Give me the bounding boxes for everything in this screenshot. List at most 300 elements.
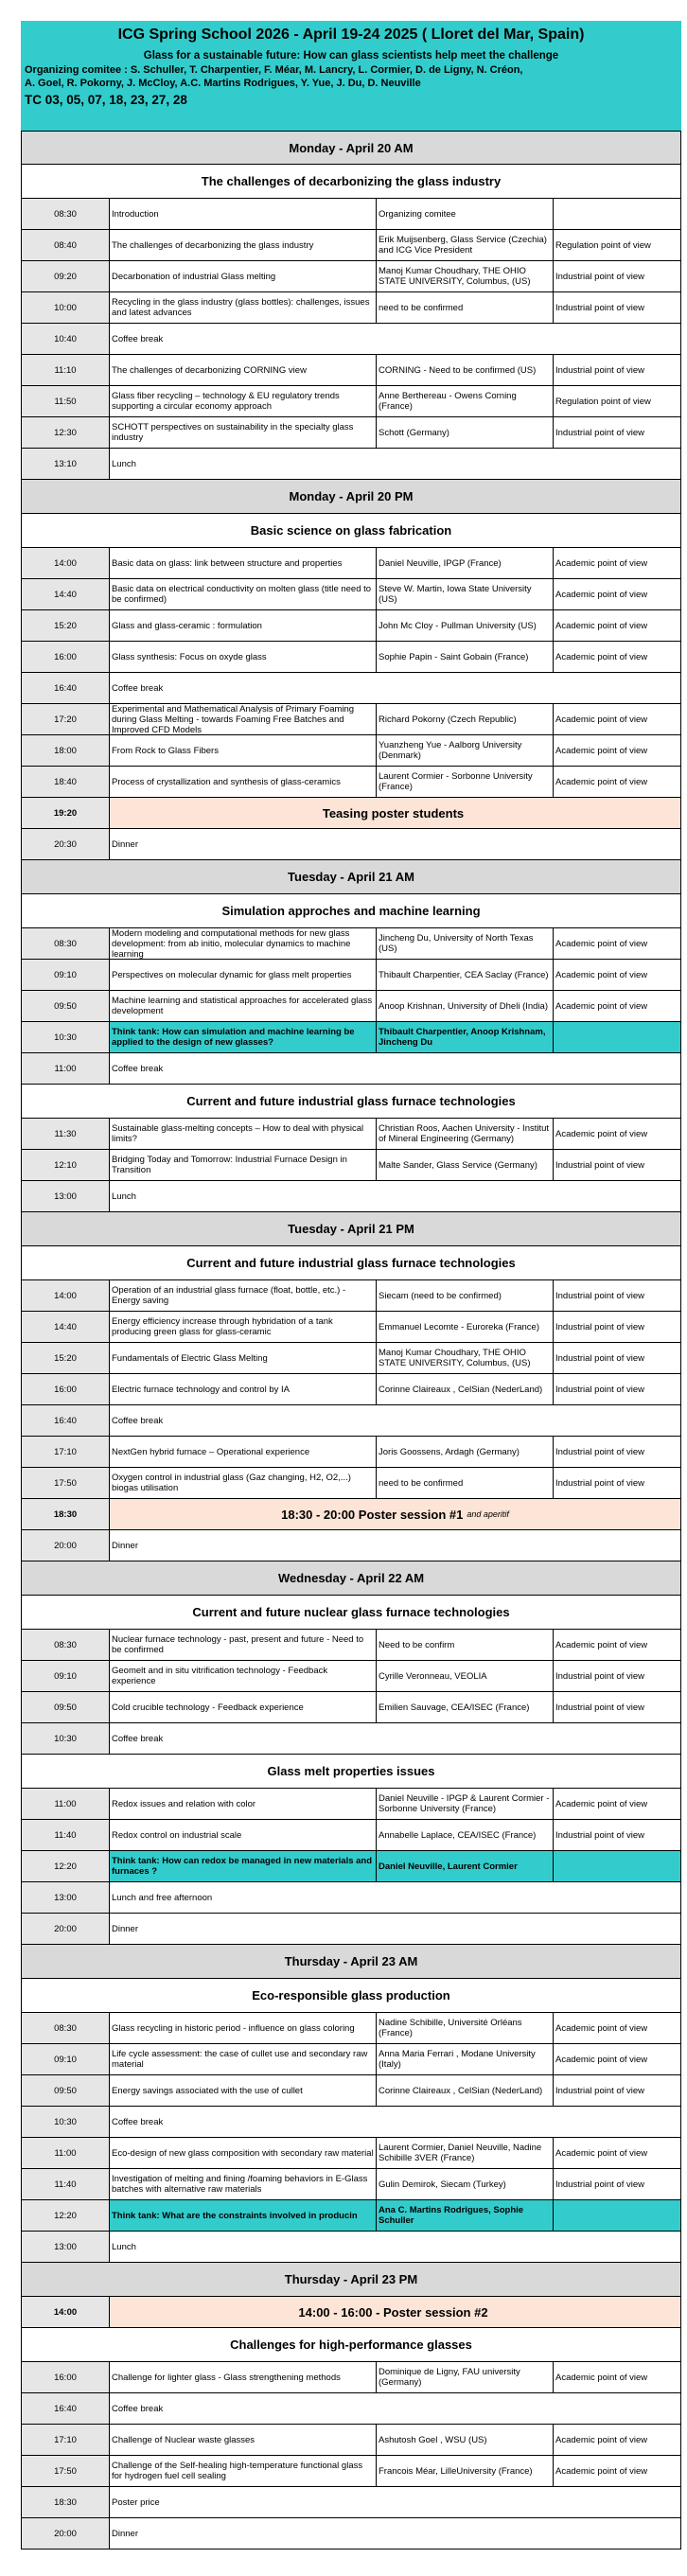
viewpoint-cell: Academic point of view (555, 589, 648, 600)
time-cell: 12:20 (22, 1851, 110, 1881)
break-row (21, 2487, 681, 2518)
speaker-cell: Dominique de Ligny, FAU university (Germany) (377, 2362, 554, 2392)
talk-title: Eco-design of new glass composition with secondary raw material (110, 2138, 377, 2168)
viewpoint-cell: Industrial point of view (555, 1159, 644, 1171)
break-label: Coffee break (112, 1415, 164, 1426)
viewpoint-cell: Industrial point of view (555, 271, 644, 282)
break-label: Lunch (112, 1191, 136, 1202)
time-cell: 10:40 (22, 324, 110, 354)
talk-row (21, 1280, 681, 1312)
talk-row (21, 2362, 681, 2393)
talk-title: Cold crucible technology - Feedback experience (110, 1692, 377, 1722)
time-cell: 13:10 (22, 449, 110, 479)
speaker-cell: Siecam (need to be confirmed) (377, 1280, 554, 1311)
break-label: Lunch (112, 2241, 136, 2252)
viewpoint-cell (554, 199, 680, 229)
day-heading: Wednesday - April 22 AM (277, 1571, 425, 1585)
talk-title: Energy efficiency increase through hybridation of a tank producing green glass for glass-ceramic (110, 1312, 377, 1342)
day-heading: Tuesday - April 21 AM (288, 870, 414, 884)
time-cell: 11:40 (22, 2169, 110, 2199)
time-cell: 17:50 (22, 2456, 110, 2486)
talk-row (21, 1468, 681, 1499)
viewpoint-cell: Academic point of view (555, 2147, 648, 2159)
break-row (21, 1723, 681, 1755)
break-label: Coffee break (112, 333, 164, 344)
talk-row (21, 1374, 681, 1405)
viewpoint-cell: Academic point of view (555, 620, 648, 631)
talk-title: Challenge of the Self-healing high-temperature functional glass for hydrogen fuel cell sealing (110, 2456, 377, 2486)
viewpoint-cell: Academic point of view (555, 2372, 648, 2383)
speaker-cell: Richard Pokorny (Czech Republic) (377, 704, 554, 734)
talk-title: Electric furnace technology and control by IA (110, 1374, 377, 1404)
speaker-cell: Anna Maria Ferrari , Modane University (Italy) (377, 2044, 554, 2074)
day-row (21, 1212, 681, 1246)
viewpoint-cell: Industrial point of view (555, 2179, 644, 2190)
talk-row (21, 2425, 681, 2456)
speaker-cell: Manoj Kumar Choudhary, THE OHIO STATE UNIVERSITY, Columbus, (US) (377, 261, 554, 291)
time-cell: 20:00 (22, 2518, 110, 2549)
poster-session-cell (110, 798, 680, 828)
session-row (21, 2328, 681, 2362)
session-heading: Simulation approches and machine learning (221, 904, 481, 918)
time-cell: 14:40 (22, 1312, 110, 1342)
talk-row (21, 1437, 681, 1468)
talk-title: Redox control on industrial scale (110, 1820, 377, 1850)
speaker-cell: Anoop Krishnan, University of Dheli (India) (377, 991, 554, 1021)
poster-session-cell (110, 1499, 680, 1529)
session-row (21, 1246, 681, 1280)
technical-committees: TC 03, 05, 07, 18, 23, 27, 28 (25, 93, 187, 107)
time-cell: 09:10 (22, 2044, 110, 2074)
break-row (21, 1181, 681, 1212)
viewpoint-cell: Academic point of view (555, 2022, 648, 2034)
day-row (21, 2263, 681, 2297)
poster-session-label: Teasing poster students (322, 805, 465, 820)
time-cell: 17:10 (22, 2425, 110, 2455)
talk-title: Life cycle assessment: the case of cullet use and secondary raw material (110, 2044, 377, 2074)
poster-session-cell (110, 2297, 680, 2327)
speaker-cell: Ana C. Martins Rodrigues, Sophie Schuller (377, 2200, 554, 2231)
speaker-cell: Organizing comitee (377, 199, 554, 229)
speaker-cell: Ashutosh Goel , WSU (US) (377, 2425, 554, 2455)
talk-row (21, 261, 681, 292)
viewpoint-cell: Industrial point of view (555, 1702, 644, 1713)
talk-title: Oxygen control in industrial glass (Gaz changing, H2, O2,...) biogas utilisation (110, 1468, 377, 1498)
time-cell: 17:10 (22, 1437, 110, 1467)
speaker-cell: need to be confirmed (377, 292, 554, 323)
poster-session-label: 18:30 - 20:00 Poster session #1 (281, 1507, 464, 1522)
time-cell: 09:50 (22, 991, 110, 1021)
day-heading: Thursday - April 23 PM (284, 2272, 418, 2286)
time-cell: 10:00 (22, 292, 110, 323)
time-cell: 15:20 (22, 610, 110, 641)
talk-title: Recycling in the glass industry (glass bottles): challenges, issues and latest advances (110, 292, 377, 323)
break-label: Coffee break (112, 1733, 164, 1744)
talk-row (21, 960, 681, 991)
viewpoint-cell: Industrial point of view (555, 1290, 644, 1301)
speaker-cell: Manoj Kumar Choudhary, THE OHIO STATE UNIVERSITY, Columbus, (US) (377, 1343, 554, 1373)
speaker-cell: Joris Goossens, Ardagh (Germany) (377, 1437, 554, 1467)
speaker-cell: Malte Sander, Glass Service (Germany) (377, 1150, 554, 1180)
time-cell: 09:10 (22, 1661, 110, 1691)
talk-row (21, 230, 681, 261)
day-row (21, 131, 681, 165)
viewpoint-cell (554, 1022, 680, 1052)
time-cell: 12:20 (22, 2200, 110, 2231)
talk-title: Glass and glass-ceramic : formulation (110, 610, 377, 641)
break-label: Dinner (112, 838, 138, 850)
speaker-cell: need to be confirmed (377, 1468, 554, 1498)
talk-title: Basic data on electrical conductivity on molten glass (title need to be confirmed) (110, 579, 377, 609)
talk-row (21, 1630, 681, 1661)
viewpoint-cell: Academic point of view (555, 651, 648, 662)
talk-title: Experimental and Mathematical Analysis of Primary Foaming during Glass Melting - towards Foaming Free Batches and Improved CFD Models (110, 704, 377, 734)
viewpoint-cell: Academic point of view (555, 2465, 648, 2477)
speaker-cell: Thibault Charpentier, Anoop Krishnam, Jincheng Du (377, 1022, 554, 1052)
program-title: ICG Spring School 2026 - April 19-24 2025 ( Lloret del Mar, Spain) (117, 26, 585, 43)
speaker-cell: Steve W. Martin, Iowa State University (US) (377, 579, 554, 609)
time-cell: 16:40 (22, 1405, 110, 1436)
speaker-cell: Thibault Charpentier, CEA Saclay (France) (377, 960, 554, 990)
think-row (21, 2200, 681, 2232)
talk-row (21, 1661, 681, 1692)
time-cell: 08:30 (22, 928, 110, 959)
talk-row (21, 1312, 681, 1343)
speaker-cell: Yuanzheng Yue - Aalborg University (Denmark) (377, 735, 554, 766)
time-cell: 18:40 (22, 767, 110, 797)
speaker-cell: Daniel Neuville - IPGP & Laurent Cormier - Sorbonne University (France) (377, 1789, 554, 1819)
speaker-cell: John Mc Cloy - Pullman University (US) (377, 610, 554, 641)
talk-row (21, 1150, 681, 1181)
speaker-cell: Corinne Claireaux , CelSian (NederLand) (377, 1374, 554, 1404)
break-row (21, 1914, 681, 1945)
talk-row (21, 1820, 681, 1851)
speaker-cell: Daniel Neuville, Laurent Cormier (377, 1851, 554, 1881)
time-cell: 08:40 (22, 230, 110, 260)
time-cell: 10:30 (22, 1022, 110, 1052)
organizers-line-1: Organizing comitee : S. Schuller, T. Charpentier, F. Méar, M. Lancry, L. Cormier, D. de Ligny, N. Créon, (25, 64, 523, 76)
day-row (21, 860, 681, 894)
viewpoint-cell: Industrial point of view (555, 1321, 644, 1332)
talk-row (21, 2013, 681, 2044)
time-cell: 11:00 (22, 1789, 110, 1819)
day-row (21, 480, 681, 514)
time-cell: 13:00 (22, 1882, 110, 1913)
talk-title: Basic data on glass: link between structure and properties (110, 548, 377, 578)
time-cell: 11:00 (22, 1053, 110, 1084)
time-cell: 14:00 (22, 548, 110, 578)
session-row (21, 1596, 681, 1630)
talk-title: Challenge for lighter glass - Glass strengthening methods (110, 2362, 377, 2392)
viewpoint-cell: Regulation point of view (555, 239, 651, 251)
time-cell: 13:00 (22, 2232, 110, 2262)
talk-row (21, 2044, 681, 2075)
poster-session-note: and aperitif (467, 1509, 509, 1519)
break-label: Dinner (112, 1923, 138, 1934)
viewpoint-cell: Academic point of view (555, 938, 648, 949)
talk-title: Think tank: What are the constraints involved in producin (110, 2200, 377, 2231)
talk-row (21, 610, 681, 642)
viewpoint-cell: Academic point of view (555, 745, 648, 756)
talk-title: Energy savings associated with the use of cullet (110, 2075, 377, 2106)
speaker-cell: Corinne Claireaux , CelSian (NederLand) (377, 2075, 554, 2106)
talk-title: NextGen hybrid furnace – Operational experience (110, 1437, 377, 1467)
talk-title: Think tank: How can simulation and machine learning be applied to the design of new glasses? (110, 1022, 377, 1052)
break-row (21, 829, 681, 860)
break-label: Coffee break (112, 2403, 164, 2414)
speaker-cell: Anne Berthereau - Owens Corning (France) (377, 386, 554, 416)
day-heading: Tuesday - April 21 PM (288, 1222, 414, 1236)
viewpoint-cell: Academic point of view (555, 1000, 648, 1012)
time-cell: 08:30 (22, 199, 110, 229)
viewpoint-cell: Academic point of view (555, 2434, 648, 2445)
talk-row (21, 2169, 681, 2200)
time-cell: 19:20 (22, 798, 110, 828)
poster-row (21, 798, 681, 829)
viewpoint-cell (554, 1851, 680, 1881)
time-cell: 20:00 (22, 1914, 110, 1944)
break-label: Lunch and free afternoon (112, 1892, 213, 1903)
time-cell: 09:50 (22, 1692, 110, 1722)
session-row (21, 165, 681, 199)
break-row (21, 449, 681, 480)
viewpoint-cell: Industrial point of view (555, 1829, 644, 1841)
time-cell: 15:20 (22, 1343, 110, 1373)
break-row (21, 324, 681, 355)
time-cell: 14:40 (22, 579, 110, 609)
time-cell: 14:00 (22, 2297, 110, 2327)
viewpoint-cell: Regulation point of view (555, 396, 651, 407)
talk-title: Bridging Today and Tomorrow: Industrial Furnace Design in Transition (110, 1150, 377, 1180)
talk-title: Modern modeling and computational methods for new glass development: from ab initio, molecular dynamics to machine learning (110, 928, 377, 959)
viewpoint-cell: Industrial point of view (555, 427, 644, 438)
program-header (21, 21, 681, 131)
talk-title: Operation of an industrial glass furnace (float, bottle, etc.) - Energy saving (110, 1280, 377, 1311)
break-label: Dinner (112, 2528, 138, 2539)
session-heading: Current and future industrial glass furnace technologies (186, 1256, 516, 1270)
break-row (21, 2518, 681, 2550)
talk-title: Sustainable glass-melting concepts – How to deal with physical limits? (110, 1119, 377, 1149)
break-label: Coffee break (112, 682, 164, 694)
session-row (21, 1979, 681, 2013)
talk-row (21, 1119, 681, 1150)
time-cell: 11:10 (22, 355, 110, 385)
break-row (21, 1882, 681, 1914)
talk-row (21, 704, 681, 735)
organizers-line-2: A. Goel, R. Pokorny, J. McCloy, A.C. Martins Rodrigues, Y. Yue, J. Du, D. Neuville (25, 78, 421, 89)
talk-title: The challenges of decarbonizing CORNING view (110, 355, 377, 385)
talk-row (21, 417, 681, 449)
program-subtitle: Glass for a sustainable future: How can glass scientists help meet the challenge (143, 50, 559, 62)
time-cell: 12:10 (22, 1150, 110, 1180)
talk-title: Perspectives on molecular dynamic for glass melt properties (110, 960, 377, 990)
session-heading: Glass melt properties issues (267, 1764, 435, 1778)
session-row (21, 1755, 681, 1789)
talk-title: Glass fiber recycling – technology & EU regulatory trends supporting a circular economy approach (110, 386, 377, 416)
viewpoint-cell: Academic point of view (555, 714, 648, 725)
talk-title: Introduction (110, 199, 377, 229)
talk-title: Glass recycling in historic period - influence on glass coloring (110, 2013, 377, 2043)
day-heading: Thursday - April 23 AM (284, 1954, 418, 1968)
time-cell: 13:00 (22, 1181, 110, 1211)
schedule-table (21, 131, 681, 2550)
day-heading: Monday - April 20 PM (289, 489, 414, 503)
speaker-cell: Emmanuel Lecomte - Euroreka (France) (377, 1312, 554, 1342)
speaker-cell: Erik Muijsenberg, Glass Service (Czechia) and ICG Vice President (377, 230, 554, 260)
session-heading: Current and future nuclear glass furnace technologies (192, 1605, 510, 1619)
viewpoint-cell: Industrial point of view (555, 1477, 644, 1489)
viewpoint-cell: Academic point of view (555, 557, 648, 569)
talk-title: Challenge of Nuclear waste glasses (110, 2425, 377, 2455)
time-cell: 16:00 (22, 1374, 110, 1404)
talk-title: Decarbonation of industrial Glass melting (110, 261, 377, 291)
speaker-cell: Sophie Papin - Saint Gobain (France) (377, 642, 554, 672)
break-row (21, 673, 681, 704)
break-label: Lunch (112, 458, 136, 469)
time-cell: 12:30 (22, 417, 110, 448)
talk-row (21, 355, 681, 386)
time-cell: 09:10 (22, 960, 110, 990)
talk-row (21, 2456, 681, 2487)
break-row (21, 2393, 681, 2425)
time-cell: 18:00 (22, 735, 110, 766)
viewpoint-cell: Industrial point of view (555, 1352, 644, 1364)
session-heading: The challenges of decarbonizing the glass industry (201, 174, 502, 188)
session-row (21, 514, 681, 548)
time-cell: 08:30 (22, 2013, 110, 2043)
time-cell: 17:50 (22, 1468, 110, 1498)
time-cell: 09:50 (22, 2075, 110, 2106)
session-row (21, 894, 681, 928)
talk-row (21, 386, 681, 417)
time-cell: 11:00 (22, 2138, 110, 2168)
day-row (21, 1945, 681, 1979)
talk-row (21, 928, 681, 960)
poster-row (21, 2297, 681, 2328)
break-label: Coffee break (112, 2116, 164, 2127)
speaker-cell: CORNING - Need to be confirmed (US) (377, 355, 554, 385)
talk-row (21, 2075, 681, 2107)
viewpoint-cell: Industrial point of view (555, 2085, 644, 2096)
break-label: Coffee break (112, 1063, 164, 1074)
break-row (21, 1053, 681, 1085)
speaker-cell: Daniel Neuville, IPGP (France) (377, 548, 554, 578)
session-heading: Current and future industrial glass furnace technologies (186, 1094, 516, 1108)
talk-row (21, 579, 681, 610)
talk-row (21, 767, 681, 798)
time-cell: 11:40 (22, 1820, 110, 1850)
poster-session-label: 14:00 - 16:00 - Poster session #2 (298, 2304, 488, 2320)
speaker-cell: Laurent Cormier, Daniel Neuville, Nadine Schibille 3VER (France) (377, 2138, 554, 2168)
break-row (21, 2232, 681, 2263)
talk-title: Machine learning and statistical approaches for accelerated glass development (110, 991, 377, 1021)
talk-title: Geomelt and in situ vitrification technology - Feedback experience (110, 1661, 377, 1691)
viewpoint-cell (554, 2200, 680, 2231)
talk-row (21, 735, 681, 767)
talk-row (21, 991, 681, 1022)
talk-row (21, 292, 681, 324)
break-row (21, 1530, 681, 1561)
time-cell: 20:00 (22, 1530, 110, 1561)
day-row (21, 1561, 681, 1596)
talk-row (21, 1789, 681, 1820)
speaker-cell: Need to be confirm (377, 1630, 554, 1660)
viewpoint-cell: Academic point of view (555, 969, 648, 980)
time-cell: 14:00 (22, 1280, 110, 1311)
time-cell: 17:20 (22, 704, 110, 734)
talk-row (21, 1692, 681, 1723)
speaker-cell: Nadine Schibille, Université Orléans (France) (377, 2013, 554, 2043)
break-row (21, 1405, 681, 1437)
viewpoint-cell: Academic point of view (555, 776, 648, 787)
poster-row (21, 1499, 681, 1530)
talk-title: The challenges of decarbonizing the glass industry (110, 230, 377, 260)
time-cell: 10:30 (22, 1723, 110, 1754)
talk-row (21, 2138, 681, 2169)
time-cell: 08:30 (22, 1630, 110, 1660)
time-cell: 18:30 (22, 1499, 110, 1529)
time-cell: 11:50 (22, 386, 110, 416)
viewpoint-cell: Industrial point of view (555, 1670, 644, 1682)
viewpoint-cell: Academic point of view (555, 1128, 648, 1139)
speaker-cell: Francois Méar, LilleUniversity (France) (377, 2456, 554, 2486)
break-label: Dinner (112, 1540, 138, 1551)
viewpoint-cell: Academic point of view (555, 1798, 648, 1809)
talk-title: Think tank: How can redox be managed in new materials and furnaces ? (110, 1851, 377, 1881)
time-cell: 16:40 (22, 673, 110, 703)
time-cell: 20:30 (22, 829, 110, 859)
session-row (21, 1085, 681, 1119)
viewpoint-cell: Academic point of view (555, 2054, 648, 2065)
time-cell: 09:20 (22, 261, 110, 291)
speaker-cell: Gulin Demirok, Siecam (Turkey) (377, 2169, 554, 2199)
talk-title: Investigation of melting and fining /foaming behaviors in E-Glass batches with alternative raw materials (110, 2169, 377, 2199)
talk-row (21, 199, 681, 230)
session-heading: Basic science on glass fabrication (250, 523, 452, 538)
time-cell: 18:30 (22, 2487, 110, 2517)
day-heading: Monday - April 20 AM (289, 140, 414, 155)
speaker-cell: Schott (Germany) (377, 417, 554, 448)
talk-title: Nuclear furnace technology - past, present and future - Need to be confirmed (110, 1630, 377, 1660)
viewpoint-cell: Industrial point of view (555, 1384, 644, 1395)
speaker-cell: Christian Roos, Aachen University - Institut of Mineral Engineering (Germany) (377, 1119, 554, 1149)
talk-title: Fundamentals of Electric Glass Melting (110, 1343, 377, 1373)
talk-title: Glass synthesis: Focus on oxyde glass (110, 642, 377, 672)
speaker-cell: Emilien Sauvage, CEA/ISEC (France) (377, 1692, 554, 1722)
time-cell: 16:40 (22, 2393, 110, 2424)
viewpoint-cell: Academic point of view (555, 1639, 648, 1650)
think-row (21, 1851, 681, 1882)
talk-title: From Rock to Glass Fibers (110, 735, 377, 766)
time-cell: 10:30 (22, 2107, 110, 2137)
talk-row (21, 642, 681, 673)
time-cell: 16:00 (22, 642, 110, 672)
speaker-cell: Jincheng Du, University of North Texas (US) (377, 928, 554, 959)
think-row (21, 1022, 681, 1053)
talk-title: Process of crystallization and synthesis of glass-ceramics (110, 767, 377, 797)
talk-title: Redox issues and relation with color (110, 1789, 377, 1819)
speaker-cell: Cyrille Veronneau, VEOLIA (377, 1661, 554, 1691)
talk-row (21, 548, 681, 579)
session-heading: Eco-responsible glass production (252, 1988, 450, 2003)
break-label: Poster price (112, 2497, 160, 2508)
session-heading: Challenges for high-performance glasses (230, 2338, 472, 2352)
time-cell: 11:30 (22, 1119, 110, 1149)
speaker-cell: Annabelle Laplace, CEA/ISEC (France) (377, 1820, 554, 1850)
viewpoint-cell: Industrial point of view (555, 1446, 644, 1457)
break-row (21, 2107, 681, 2138)
viewpoint-cell: Industrial point of view (555, 302, 644, 313)
